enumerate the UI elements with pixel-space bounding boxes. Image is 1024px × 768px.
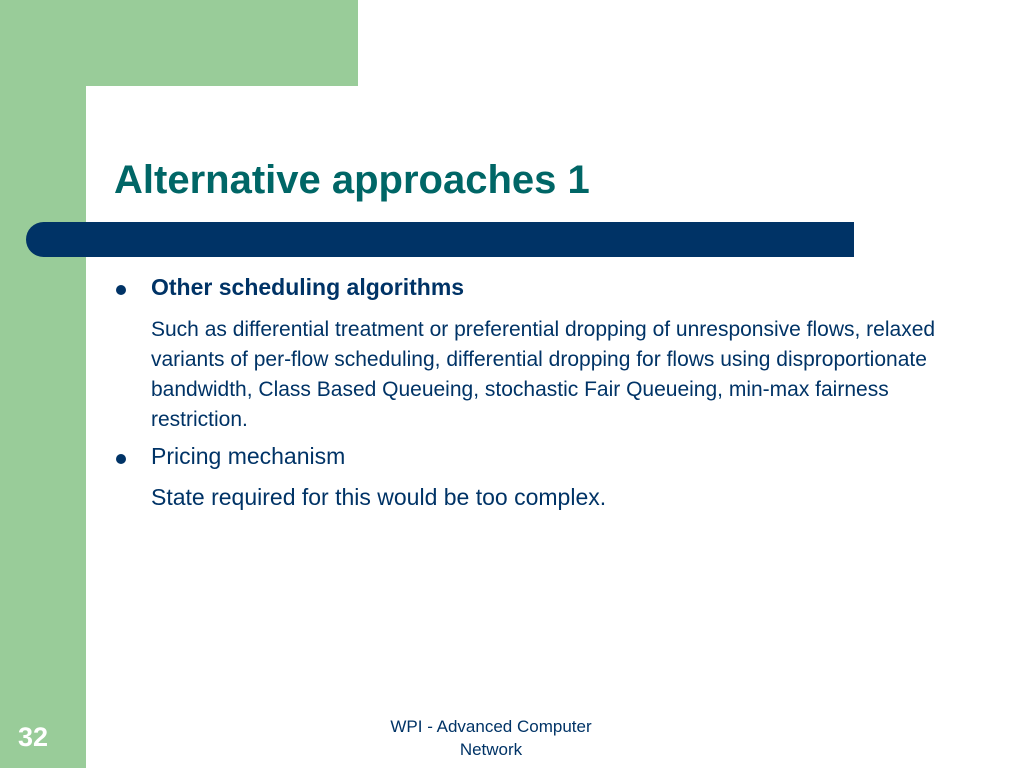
footer-line-1: WPI - Advanced Computer [390, 717, 592, 736]
top-green-band [0, 0, 358, 86]
bullet-heading-pricing: Pricing mechanism [151, 443, 346, 469]
page-number: 32 [18, 722, 49, 752]
bullet-dot-icon [116, 454, 126, 464]
title-underline-bar [26, 222, 854, 257]
left-green-band [0, 0, 86, 768]
slide-title: Alternative approaches 1 [114, 158, 590, 202]
bullet-detail-scheduling: Such as differential treatment or preferential dropping of unresponsive flows, relaxed variants of per-flow scheduling, differential dropping for flows using disproportionate bandwidth, Class Based Queueing, stochastic Fair Queueing, min-max fairness restriction. [151, 318, 936, 431]
bullet-detail-pricing: State required for this would be too complex. [151, 484, 607, 510]
bullet-dot-icon [116, 285, 126, 295]
bullet-heading-scheduling: Other scheduling algorithms [151, 274, 465, 300]
footer-line-2: Network [459, 740, 523, 759]
slide-footer [360, 715, 622, 761]
